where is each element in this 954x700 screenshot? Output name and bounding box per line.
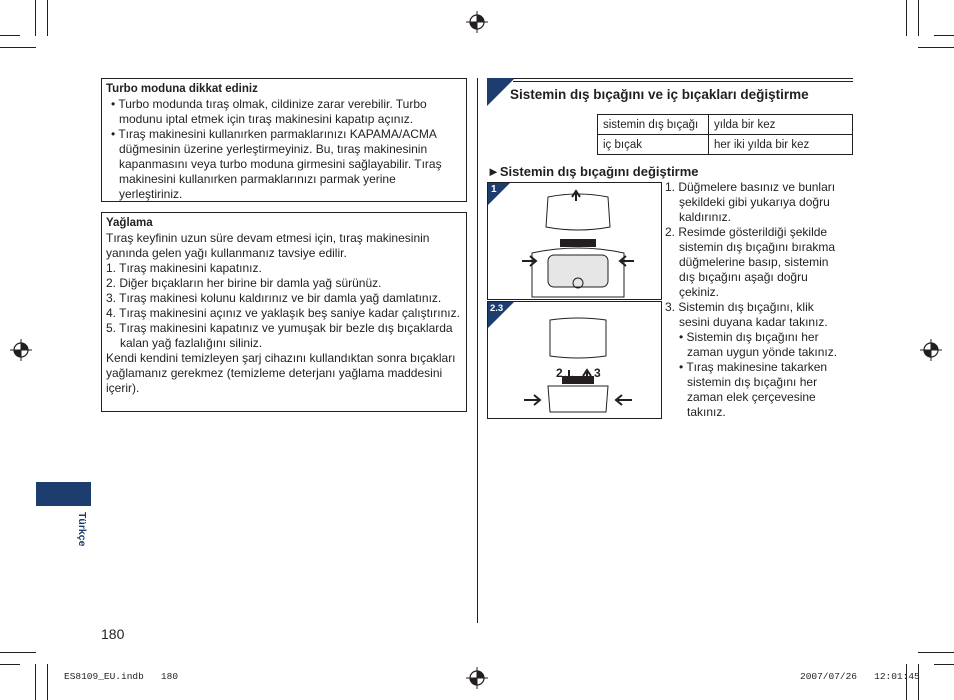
footer-right: 2007/07/26 12:01:45 bbox=[800, 671, 920, 682]
lube-intro: Tıraş keyfinin uzun süre devam etmesi için, tıraş makinesinin yanında gelen yağı kullanmanız tavsiye edilir. bbox=[106, 231, 430, 260]
shaver-head-illustration-icon bbox=[518, 187, 638, 299]
lube-outro: Kendi kendini temizleyen şarj cihazını kullandıktan sonra bıçakları yağlamanız gerekmez (temizleme deterjanı yağlama maddesini içerir). bbox=[106, 351, 456, 395]
section-header bbox=[487, 78, 853, 106]
step-3-note-2: • Tıraş makinesine takarken sistemin dış bıçağını her zaman elek çerçevesine takınız. bbox=[679, 360, 828, 419]
page-number: 180 bbox=[101, 626, 125, 642]
registration-mark-right-icon bbox=[920, 339, 942, 361]
table-cell: iç bıçak bbox=[598, 135, 709, 155]
subsection-title: ►Sistemin dış bıçağını değiştirme bbox=[487, 164, 699, 179]
section-title: Sistemin dış bıçağını ve iç bıçakları değiştirme bbox=[510, 87, 809, 102]
step-1: 1. Düğmelere basınız ve bunları şekildeki gibi yukarıya doğru kaldırınız. bbox=[665, 180, 836, 224]
table-cell: yılda bir kez bbox=[709, 115, 853, 135]
lubrication-box bbox=[101, 212, 467, 412]
table-cell: her iki yılda bir kez bbox=[709, 135, 853, 155]
foil-attach-illustration-icon bbox=[518, 316, 638, 416]
turbo-bullet-1: • Turbo modunda tıraş olmak, cildinize zarar verebilir. Turbo modunu iptal etmek için tıraş makinesini kapatıp açınız. bbox=[111, 97, 427, 126]
language-tab bbox=[36, 482, 91, 506]
table-row bbox=[598, 115, 853, 135]
figure-2-3-label: 2.3 bbox=[490, 303, 504, 314]
lube-step-5: 5. Tıraş makinesini kapatınız ve yumuşak bir bezle dış bıçaklarda kalan yağ fazlalığını siliniz. bbox=[106, 321, 453, 350]
turbo-bullet-2: • Tıraş makinesini kullanırken parmaklarınızı KAPAMA/ACMA düğmesinin üzerine yerleştirmeyiniz. Bu, tıraş makinesinin kapanmasını veya turbo moduna girmesini sağlayabilir. Tıraş makinesini kullanırken parmaklarınızı parmak yerine yerleştiriniz. bbox=[111, 127, 442, 201]
figure-2-3 bbox=[487, 301, 662, 419]
step-3: 3. Sistemin dış bıçağını, klik sesini duyana kadar takınız. bbox=[665, 300, 828, 329]
replacement-steps bbox=[665, 180, 845, 420]
figure-2-3-num-a: 2 bbox=[556, 366, 563, 380]
registration-mark-left-icon bbox=[10, 339, 32, 361]
language-label: Türkçe bbox=[76, 512, 88, 547]
lube-step-2: 2. Diğer bıçakların her birine bir damla yağ sürünüz. bbox=[106, 276, 382, 290]
lube-step-1: 1. Tıraş makinesini kapatınız. bbox=[106, 261, 262, 275]
step-2: 2. Resimde gösterildiği şekilde sistemin dış bıçağını bırakma düğmelerine basıp, sistemin dış bıçağını aşağı doğru çekiniz. bbox=[665, 225, 836, 299]
turbo-title: Turbo moduna dikkat ediniz bbox=[106, 83, 258, 95]
figure-1 bbox=[487, 182, 662, 300]
turbo-warning-box bbox=[101, 78, 467, 202]
lube-title: Yağlama bbox=[106, 217, 153, 229]
replacement-interval-table bbox=[597, 114, 853, 155]
registration-mark-bottom-icon bbox=[466, 667, 488, 689]
table-cell: sistemin dış bıçağı bbox=[598, 115, 709, 135]
step-3-note-1: • Sistemin dış bıçağını her zaman uygun yönde takınız. bbox=[679, 330, 838, 359]
footer-left: ES8109_EU.indb 180 bbox=[64, 671, 179, 682]
lube-step-3: 3. Tıraş makinesi kolunu kaldırınız ve bir damla yağ damlatınız. bbox=[106, 291, 442, 305]
table-row bbox=[598, 135, 853, 155]
lube-step-4: 4. Tıraş makinesini açınız ve yaklaşık beş saniye kadar çalıştırınız. bbox=[106, 306, 460, 320]
figure-1-label: 1 bbox=[491, 184, 497, 195]
column-divider bbox=[477, 78, 478, 623]
figure-2-3-num-b: 3 bbox=[594, 366, 601, 380]
registration-mark-top-icon bbox=[466, 11, 488, 33]
